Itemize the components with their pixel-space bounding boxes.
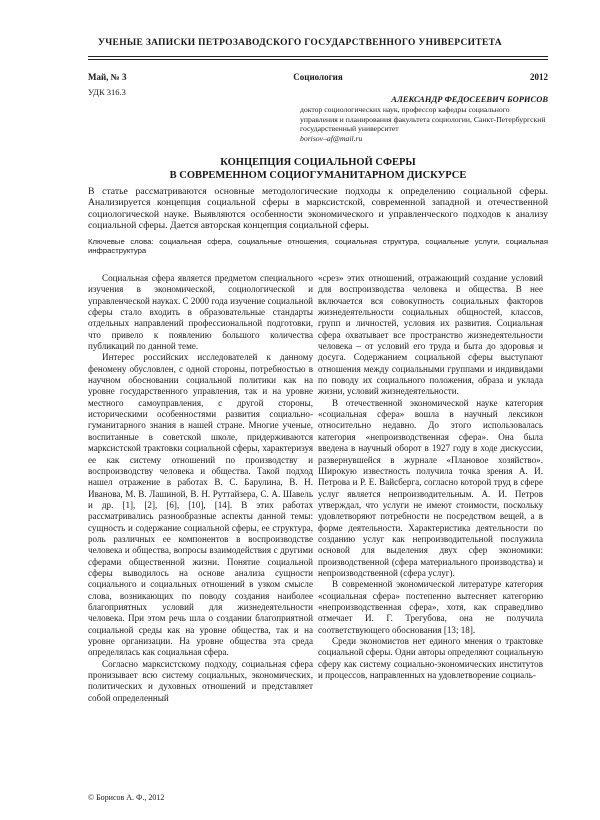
paragraph: Интерес российских исследователей к данному феномену обусловлен, с одной стороны, потребностью в научном обосновании социальной политики как на уровне государственного управления, так и на уровне местного самоуправления, с другой стороны, историческими особенностями развития социально-гуманитарного знания в нашей стране. Многие ученые, воспитанные в советской школе, придерживаются марксистской трактовки социальной сферы, характеризуя ее как систему отношений по производству и воспроизводству человека и общества. Такой подход нашел отражение в работах В. С. Барулина, В. Н. Иванова, М. В. Лашиной, В. Н. Руттайзера, С. А. Шавель и др. [1], [2], [6], [10], [14]. В этих работах рассматривались разнообразные аспекты данной темы: сущность и содержание социальной сферы, ее структура, роль различных ее компонентов в воспроизводстве человека и общества, вопросы взаимодействия с другими сферами общественной жизни. Понятие социальной сферы выводилось на основе анализа сущности социального и социальных отношений в узком смысле слова, возникающих по поводу создания наиболее благоприятных условий для жизнедеятельности человека. При этом речь шла о создании благоприятной социальной среды как на уровне общества, так и на уровне организации. На уровне общества эта среда определялась как социальная сфера.: [88, 352, 313, 658]
body-column-right: [318, 273, 543, 788]
issue-number: Май, № 3: [88, 72, 127, 82]
copyright: © Борисов А. Ф., 2012: [88, 793, 165, 802]
keywords: Ключевые слова: социальная сфера, социальные отношения, социальная структура, социальные услуги, социальная инфраструктура: [88, 237, 548, 256]
journal-title: УЧЕНЫЕ ЗАПИСКИ ПЕТРОЗАВОДСКОГО ГОСУДАРСТВЕННОГО УНИВЕРСИТЕТА: [98, 38, 502, 48]
paragraph: В отечественной экономической науке категория «социальная сфера» вошла в научный лексикон относительно недавно. До этого использовалась категория «непроизводственная сфера». Она была введена в научный оборот в 1927 году в ходе дискуссии, развернувшейся в журнале «Плановое хозяйство». Широкую известность получила точка зрения А. И. Петрова и Р. Е. Вайсберга, согласно которой труд в сфере услуг является непроизводительным. А. И. Петров утверждал, что услуги не имеют стоимости, поскольку удовлетворяют потребности не посредством вещей, а в форме деятельности. Характеристика деятельности по созданию услуг как непроизводительной послужила основой для выделения двух сфер экономики: производственной (сфера материального производства) и непроизводственной (сфера услуг).: [318, 397, 543, 578]
paragraph: «срез» этих отношений, отражающий создание условий для воспроизводства человека и общества. В нее включается вся совокупность социальных факторов жизнедеятельности социальных общностей, классов, групп и личностей, условия их развития. Социальная сфера охватывает все пространство жизнедеятельности человека – от условий его труда и быта до здоровья и досуга. Содержанием социальной сферы выступают отношения между социальными группами и индивидами по поводу их социального положения, образа и уклада жизни, условий жизнедеятельности.: [318, 273, 543, 397]
author-affiliation: доктор социологических наук, профессор кафедры социального управления и планирования факультета социологии, Санкт-Петербургский государственный университет: [300, 105, 546, 134]
issue-year: 2012: [530, 72, 548, 82]
author-email[interactable]: borisov–af@mail.ru: [300, 133, 363, 143]
article-title-line2: В СОВРЕМЕННОМ СОЦИОГУМАНИТАРНОМ ДИСКУРСЕ: [169, 169, 467, 181]
header-rule-bottom: [88, 59, 548, 60]
udk-code: УДК 316.3: [88, 87, 126, 97]
abstract: В статье рассматриваются основные методологические подходы к определению социальной сферы. Анализируется концепция социальной сферы в марксистской, современной западной и отечественной социологической науке. Выявляются особенности экономического и управленческого подходов к анализу социальной сферы. Дается авторская концепция социальной сферы.: [88, 186, 548, 232]
article-title: [88, 157, 548, 182]
header-rule-top: [88, 56, 548, 57]
article-title-line1: КОНЦЕПЦИЯ СОЦИАЛЬНОЙ СФЕРЫ: [220, 157, 416, 168]
paragraph: В современной экономической литературе категория «социальная сфера» постепенно вытесняет категорию «непроизводственная сфера», хотя, как справедливо отмечает И. Г. Трегубова, она не получила соответствующего обоснования [13; 18].: [318, 579, 543, 635]
author-name: АЛЕКСАНДР ФЕДОСЕЕВИЧ БОРИСОВ: [391, 94, 548, 104]
section-name: Социология: [293, 72, 343, 82]
author-block: [300, 95, 548, 143]
paragraph: Социальная сфера является предметом специального изучения в экономической, социологической и управленческой науках. С 2000 года изучение социальной сферы стало входить в образовательные стандарты отдельных направлений профессиональной подготовки, что привело к появлению большого количества публикаций по данной теме.: [88, 273, 313, 352]
paragraph: Согласно марксистскому подходу, социальная сфера пронизывает всю систему социальных, экономических, политических и духовных отношений и представляет собой определенный: [88, 658, 313, 703]
body-column-left: [88, 273, 313, 788]
paragraph: Среди экономистов нет единого мнения о трактовке социальной сферы. Одни авторы определяют социальную сферу как систему социально-экономических институтов и процессов, направленных на удовлетворение социаль-: [318, 636, 543, 681]
